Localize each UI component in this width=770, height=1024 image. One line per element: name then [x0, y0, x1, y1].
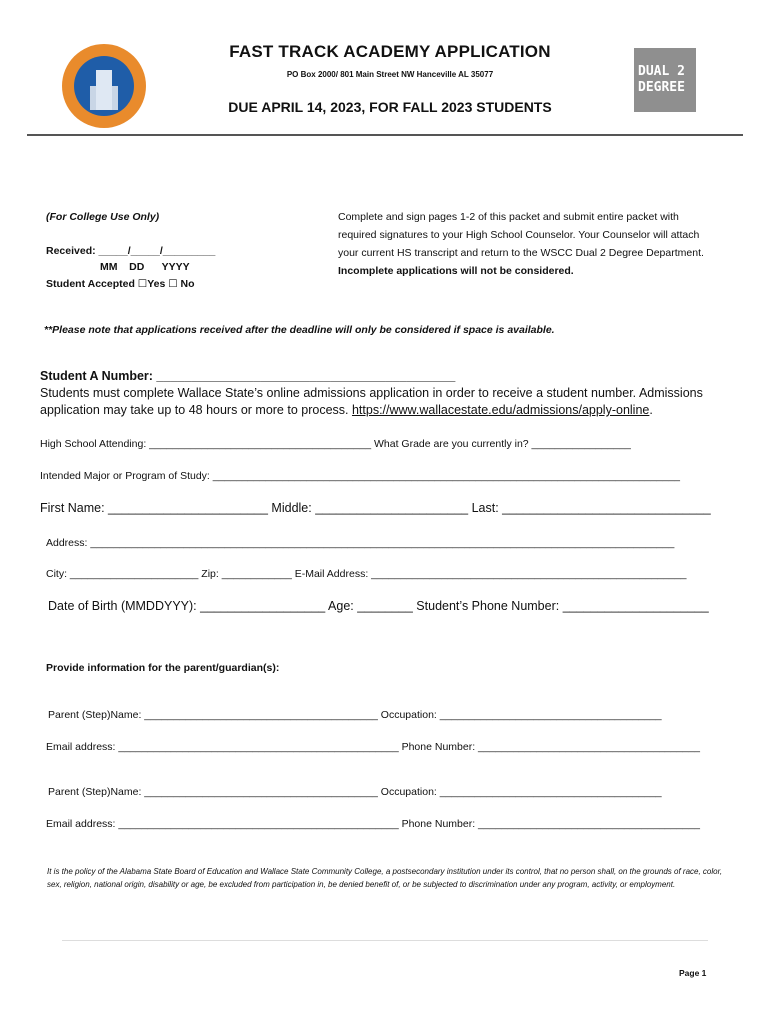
page-title: FAST TRACK ACADEMY APPLICATION [229, 42, 551, 61]
instructions-line-4: Incomplete applications will not be considered. [338, 265, 574, 277]
deadline-notice: **Please note that applications received after the deadline will only be considered if space is available. [44, 324, 555, 336]
logo-building-tower [96, 70, 112, 110]
logo-inner [74, 56, 134, 116]
high-school-field[interactable]: High School Attending: ______________________________________ What Grade are you currently in? _________________ [40, 438, 631, 450]
received-date-field[interactable]: Received: _____/_____/_________ [46, 245, 216, 257]
dual-logo-line1: DUAL 2 [638, 64, 685, 79]
dob-age-phone-field[interactable]: Date of Birth (MMDDYYY): __________________ Age: ________ Student’s Phone Number: _____________________ [48, 599, 709, 613]
instructions-line-2: required signatures to your High School Counselor. Your Counselor will attach [338, 229, 700, 241]
city-zip-email-field[interactable]: City: ______________________ Zip: ____________ E-Mail Address: ______________________________________________________ [46, 568, 687, 580]
intended-major-field[interactable]: Intended Major or Program of Study: ________________________________________________________________________________ [40, 470, 680, 482]
dual-logo-line2: DEGREE [638, 80, 685, 95]
student-accepted-checkboxes[interactable]: Student Accepted ☐Yes ☐ No [46, 278, 195, 290]
address-field[interactable]: Address: ____________________________________________________________________________________________________ [46, 537, 675, 549]
instructions-line-1: Complete and sign pages 1-2 of this packet and submit entire packet with [338, 211, 679, 223]
header-divider [27, 134, 743, 136]
nondiscrimination-policy: It is the policy of the Alabama State Board of Education and Wallace State Community College, a postsecondary institution under its control, that no person shall, on the grounds of race, color, sex, religion, national origin, disability or age, be excluded from participation in, be denied benefit of, or be subjected to discrimination under any program, activity, or employment. [47, 867, 723, 889]
name-fields[interactable]: First Name: _______________________ Middle: ______________________ Last: ______________________________ [40, 501, 711, 515]
student-a-info-line-2 [40, 403, 653, 417]
parent-1-name-occupation-field[interactable]: Parent (Step)Name: ________________________________________ Occupation: ______________________________________ [48, 709, 662, 721]
student-a-info-text: application may take up to 48 hours or more to process. [40, 403, 352, 417]
college-use-heading: (For College Use Only) [46, 211, 160, 223]
footer-divider [62, 940, 708, 941]
parent-info-heading: Provide information for the parent/guardian(s): [46, 662, 280, 674]
mailing-address: PO Box 2000/ 801 Main Street NW Hanceville AL 35077 [286, 70, 494, 79]
instructions-line-3: your current HS transcript and return to the WSCC Dual 2 Degree Department. [338, 247, 704, 259]
due-date-heading: DUE APRIL 14, 2023, FOR FALL 2023 STUDENTS [228, 99, 552, 115]
wallace-state-logo [62, 44, 146, 128]
page-number: Page 1 [679, 968, 707, 978]
student-a-number-field[interactable]: Student A Number: ___________________________________________ [40, 369, 456, 383]
parent-1-email-phone-field[interactable]: Email address: ________________________________________________ Phone Number: ______________________________________ [46, 741, 700, 753]
dual-2-degree-logo [634, 48, 696, 112]
parent-2-name-occupation-field[interactable]: Parent (Step)Name: ________________________________________ Occupation: ______________________________________ [48, 786, 662, 798]
parent-2-email-phone-field[interactable]: Email address: ________________________________________________ Phone Number: ______________________________________ [46, 818, 700, 830]
date-format-label: MM DD YYYY [100, 261, 190, 273]
apply-online-link[interactable]: https://www.wallacestate.edu/admissions/apply-online [351, 403, 650, 417]
student-a-info-line-1: Students must complete Wallace State’s online admissions application in order to receive a student number. Admissions [40, 386, 703, 400]
student-a-info-period: . [649, 403, 653, 417]
